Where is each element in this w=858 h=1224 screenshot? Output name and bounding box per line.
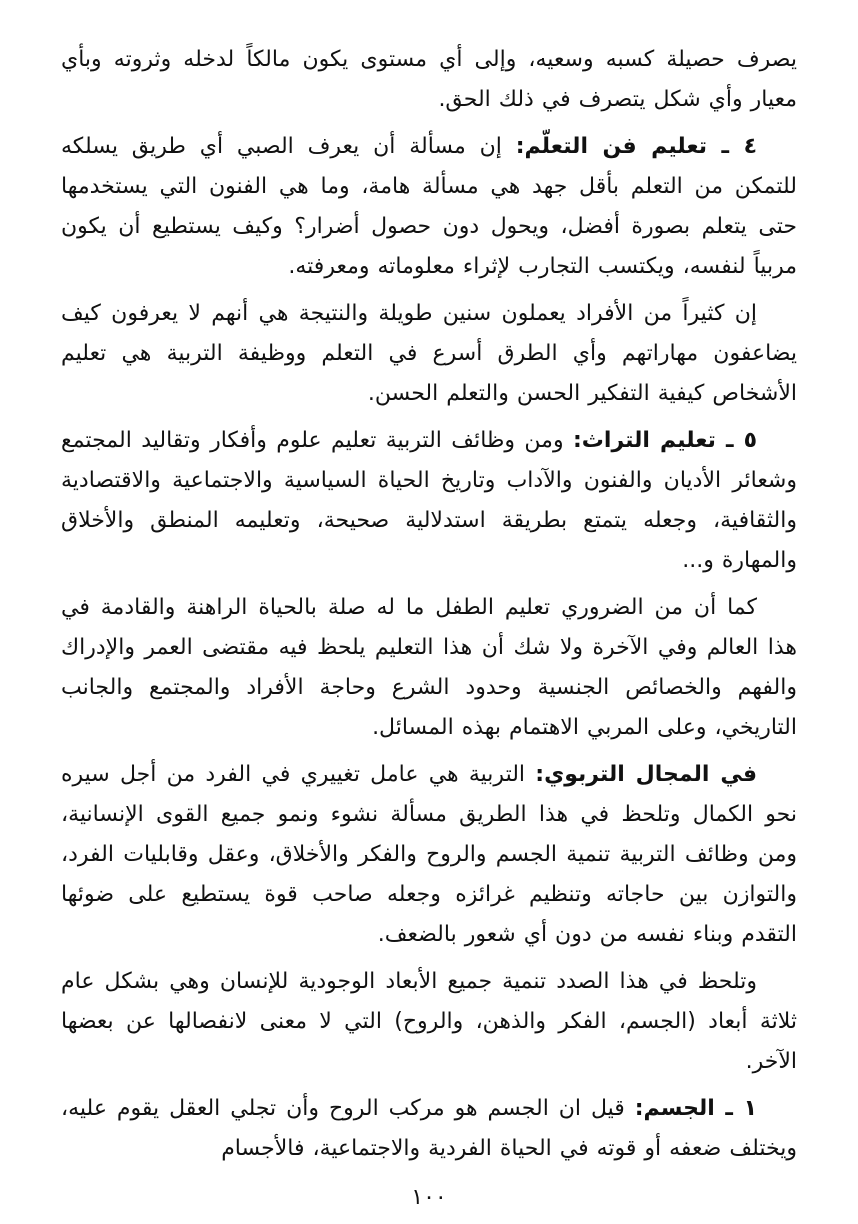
paragraph-lead: في المجال التربوي: [535, 762, 757, 787]
paragraph [61, 588, 797, 748]
paragraph-body: إن كثيراً من الأفراد يعملون سنين طويلة والنتيجة هي أنهم لا يعرفون كيف يضاعفون مهاراتهم وأي الطرق أسرع في التعلم ووظيفة التربية هي تعليم الأشخاص كيفية التفكير الحسن والتعلم الحسن. [61, 301, 797, 406]
paragraph [61, 421, 797, 581]
paragraph-body: وتلحظ في هذا الصدد تنمية جميع الأبعاد الوجودية للإنسان وهي بشكل عام ثلاثة أبعاد (الجسم، الفكر والذهن، والروح) التي لا معنى لانفصالها عن بعضها الآخر. [61, 969, 797, 1074]
paragraph [61, 294, 797, 414]
paragraph [61, 1089, 797, 1169]
paragraph-body: إن مسألة أن يعرف الصبي أي طريق يسلكه للتمكن من التعلم بأقل جهد هي مسألة هامة، وما هي الفنون التي يستخدمها حتى يتعلم بصورة أفضل، ويحول دون حصول أضرار؟ وكيف يستطيع أن يكون مربياً لنفسه، ويكتسب التجارب لإثراء معلوماته ومعرفته. [61, 134, 797, 279]
paragraph-body: كما أن من الضروري تعليم الطفل ما له صلة بالحياة الراهنة والقادمة في هذا العالم وفي الآخرة ولا شك أن هذا التعليم يلحظ فيه مقتضى العمر والإدراك والفهم والخصائص الجنسية وحدود الشرع وحاجة الأفراد والمجتمع والجانب التاريخي، وعلى المربي الاهتمام بهذه المسائل. [61, 595, 797, 740]
page-number: ١٠٠ [411, 1185, 447, 1210]
paragraph-lead: ٥ ـ تعليم التراث: [573, 428, 757, 453]
text-block [61, 40, 797, 1169]
paragraph [61, 127, 797, 287]
paragraph-body: قيل ان الجسم هو مركب الروح وأن تجلي العقل يقوم عليه، ويختلف ضعفه أو قوته في الحياة الفردية والاجتماعية، فالأجسام [61, 1096, 797, 1161]
paragraph-body: التربية هي عامل تغييري في الفرد من أجل سيره نحو الكمال وتلحظ في هذا الطريق مسألة نشوء ونمو جميع القوى الإنسانية، ومن وظائف التربية تنمية الجسم والروح والفكر والأخلاق، وعقل وقابليات الفرد، والتوازن بين حاجاته وتنظيم غرائزه وجعله صاحب قوة يستطيع على ضوئها التقدم وبناء نفسه من دون أي شعور بالضعف. [61, 762, 797, 947]
paragraph [61, 962, 797, 1082]
paragraph-body: يصرف حصيلة كسبه وسعيه، وإلى أي مستوى يكون مالكاً لدخله وثروته وبأي معيار وأي شكل يتصرف في ذلك الحق. [61, 47, 797, 112]
paragraph [61, 40, 797, 120]
paragraph [61, 755, 797, 955]
paragraph-body: ومن وظائف التربية تعليم علوم وأفكار وتقاليد المجتمع وشعائر الأديان والفنون والآداب وتاريخ الحياة السياسية والاجتماعية والاقتصادية والثقافية، وجعله يتمتع بطريقة استدلالية صحيحة، وتعليمه المنطق والأخلاق والمهارة و... [61, 428, 797, 573]
paragraph-lead: ١ ـ الجسم: [634, 1096, 758, 1121]
paragraph-lead: ٤ ـ تعليم فن التعلّم: [515, 134, 758, 159]
